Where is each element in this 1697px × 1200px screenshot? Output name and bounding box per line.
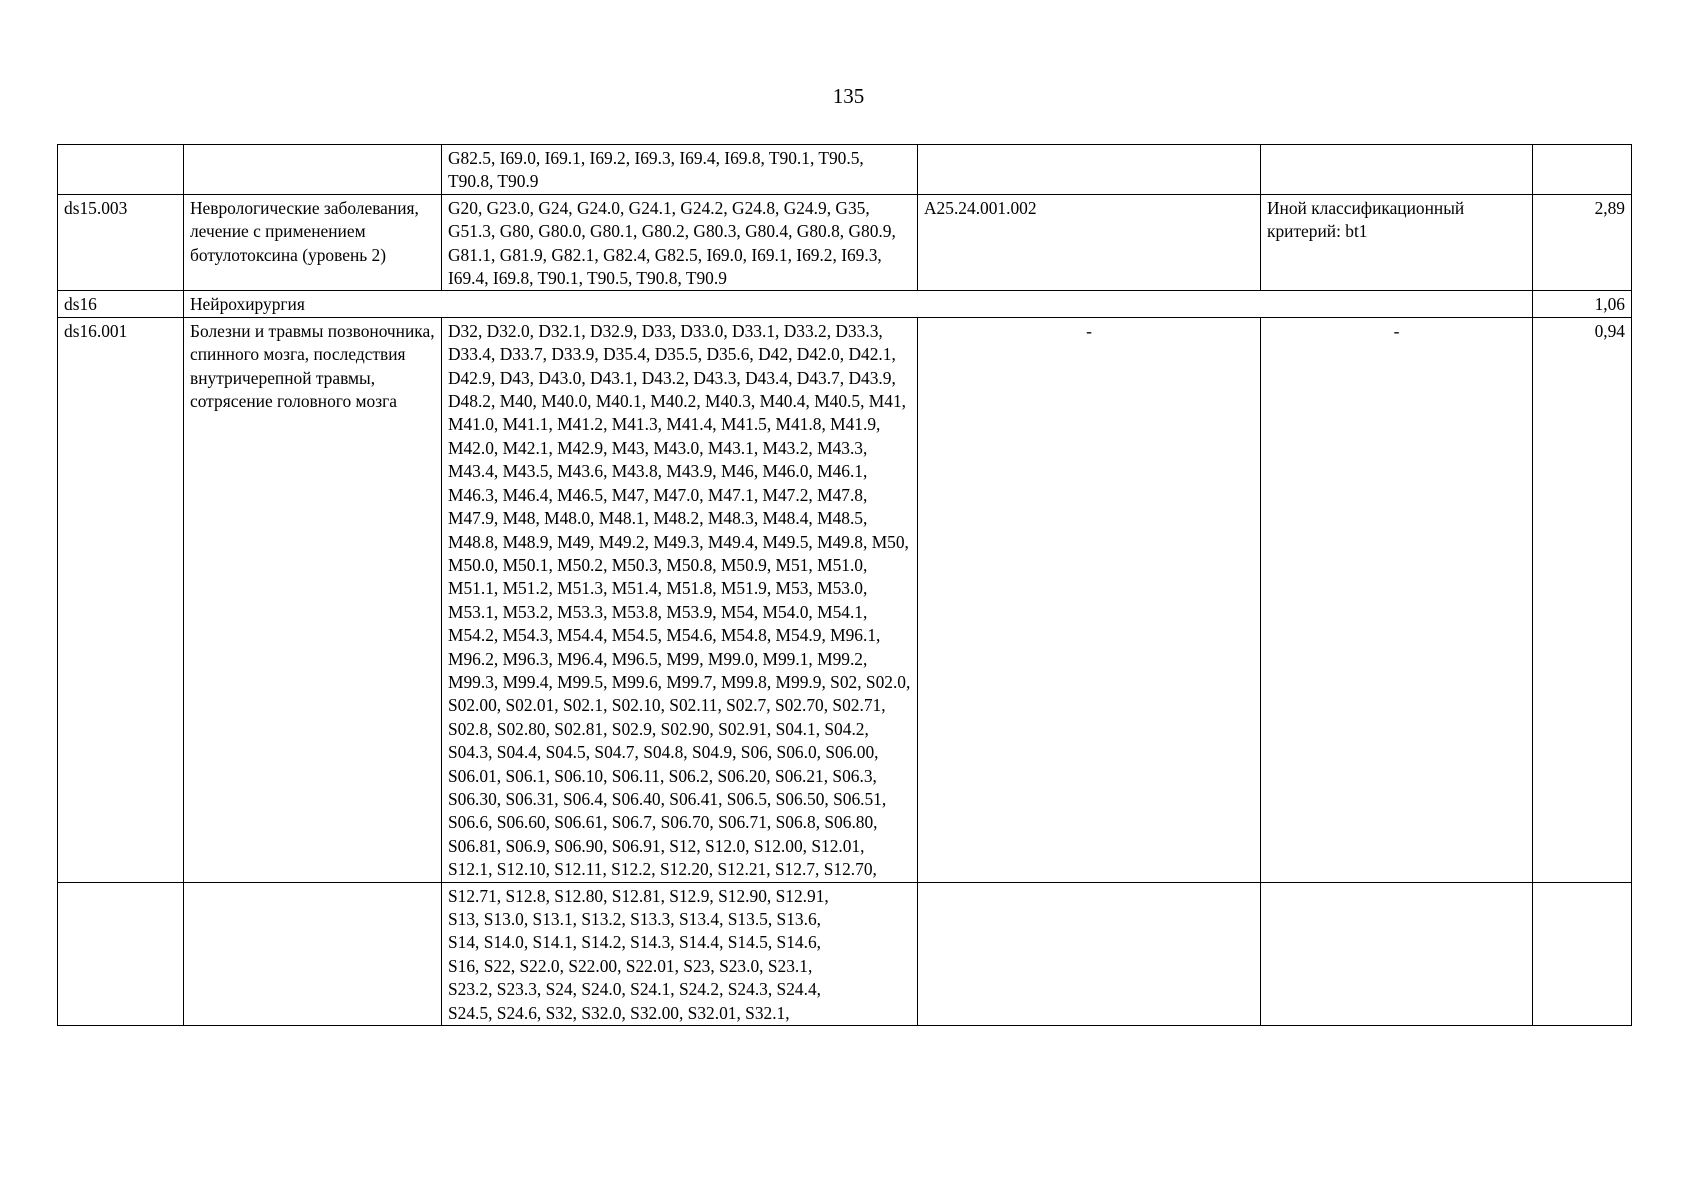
page-number: 135: [832, 84, 865, 108]
service-code-cell: -: [918, 317, 1261, 882]
criterion-cell: Иной классификационный критерий: bt1: [1261, 194, 1533, 291]
coefficient-cell: [1533, 882, 1632, 1025]
kpg-code-cell: ds16.001: [58, 317, 184, 882]
kpg-code-cell: ds15.003: [58, 194, 184, 291]
kpg-code-cell: [58, 882, 184, 1025]
criterion-cell: [1261, 882, 1533, 1025]
table-row: [58, 145, 1632, 195]
service-code-cell: A25.24.001.002: [918, 194, 1261, 291]
diagnosis-codes-cell: D32, D32.0, D32.1, D32.9, D33, D33.0, D33.1, D33.2, D33.3, D33.4, D33.7, D33.9, D35.4, D35.5, D35.6, D42, D42.0, D42.1, D42.9, D43, D43.0, D43.1, D43.2, D43.3, D43.4, D43.7, D43.9, D48.2, M40, M40.0, M40.1, M40.2, M40.3, M40.4, M40.5, M41, M41.0, M41.1, M41.2, M41.3, M41.4, M41.5, M41.8, M41.9, M42.0, M42.1, M42.9, M43, M43.0, M43.1, M43.2, M43.3, M43.4, M43.5, M43.6, M43.8, M43.9, M46, M46.0, M46.1, M46.3, M46.4, M46.5, M47, M47.0, M47.1, M47.2, M47.8, M47.9, M48, M48.0, M48.1, M48.2, M48.3, M48.4, M48.5, M48.8, M48.9, M49, M49.2, M49.3, M49.4, M49.5, M49.8, M50, M50.0, M50.1, M50.2, M50.3, M50.8, M50.9, M51, M51.0, M51.1, M51.2, M51.3, M51.4, M51.8, M51.9, M53, M53.0, M53.1, M53.2, M53.3, M53.8, M53.9, M54, M54.0, M54.1, M54.2, M54.3, M54.4, M54.5, M54.6, M54.8, M54.9, M96.1, M96.2, M96.3, M96.4, M96.5, M99, M99.0, M99.1, M99.2, M99.3, M99.4, M99.5, M99.6, M99.7, M99.8, M99.9, S02, S02.0, S02.00, S02.01, S02.1, S02.10, S02.11, S02.7, S02.70, S02.71, S02.8, S02.80, S02.81, S02.9, S02.90, S02.91, S04.1, S04.2, S04.3, S04.4, S04.5, S04.7, S04.8, S04.9, S06, S06.0, S06.00, S06.01, S06.1, S06.10, S06.11, S06.2, S06.20, S06.21, S06.3, S06.30, S06.31, S06.4, S06.40, S06.41, S06.5, S06.50, S06.51, S06.6, S06.60, S06.61, S06.7, S06.70, S06.71, S06.8, S06.80, S06.81, S06.9, S06.90, S06.91, S12, S12.0, S12.00, S12.01, S12.1, S12.10, S12.11, S12.2, S12.20, S12.21, S12.7, S12.70,: [442, 317, 918, 882]
kpg-name-cell: [184, 145, 442, 195]
coefficient-cell: 2,89: [1533, 194, 1632, 291]
table-row: [58, 194, 1632, 291]
diagnosis-codes-cell: G20, G23.0, G24, G24.0, G24.1, G24.2, G24.8, G24.9, G35, G51.3, G80, G80.0, G80.1, G80.2, G80.3, G80.4, G80.8, G80.9, G81.1, G81.9, G82.1, G82.4, G82.5, I69.0, I69.1, I69.2, I69.3, I69.4, I69.8, T90.1, T90.5, T90.8, T90.9: [442, 194, 918, 291]
criterion-cell: [1261, 145, 1533, 195]
kpg-name-cell: Неврологические заболевания, лечение с применением ботулотоксина (уровень 2): [184, 194, 442, 291]
section-name-cell: Нейрохирургия: [184, 291, 1533, 317]
criterion-cell: -: [1261, 317, 1533, 882]
kpg-name-cell: [184, 882, 442, 1025]
table-row: [58, 317, 1632, 882]
tariff-table: [57, 144, 1632, 1026]
table-row: [58, 882, 1632, 1025]
section-code-cell: ds16: [58, 291, 184, 317]
section-coefficient-cell: 1,06: [1533, 291, 1632, 317]
coefficient-cell: [1533, 145, 1632, 195]
diagnosis-codes-cell: G82.5, I69.0, I69.1, I69.2, I69.3, I69.4, I69.8, T90.1, T90.5, T90.8, T90.9: [442, 145, 918, 195]
kpg-code-cell: [58, 145, 184, 195]
service-code-cell: [918, 145, 1261, 195]
coefficient-cell: 0,94: [1533, 317, 1632, 882]
service-code-cell: [918, 882, 1261, 1025]
diagnosis-codes-cell: S12.71, S12.8, S12.80, S12.81, S12.9, S12.90, S12.91, S13, S13.0, S13.1, S13.2, S13.3, S13.4, S13.5, S13.6, S14, S14.0, S14.1, S14.2, S14.3, S14.4, S14.5, S14.6, S16, S22, S22.0, S22.00, S22.01, S23, S23.0, S23.1, S23.2, S23.3, S24, S24.0, S24.1, S24.2, S24.3, S24.4, S24.5, S24.6, S32, S32.0, S32.00, S32.01, S32.1,: [442, 882, 918, 1025]
kpg-name-cell: Болезни и травмы позвоночника, спинного мозга, последствия внутричерепной травмы, сотрясение головного мозга: [184, 317, 442, 882]
section-row: [58, 291, 1632, 317]
